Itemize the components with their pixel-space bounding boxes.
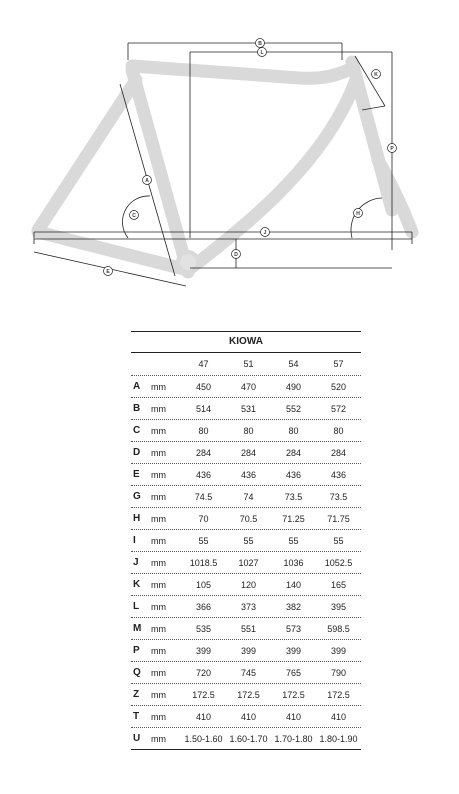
geometry-table	[131, 331, 361, 750]
row-unit: mm	[151, 535, 166, 546]
table-row	[131, 486, 361, 508]
row-value: 74	[243, 491, 254, 502]
row-value: 535	[195, 623, 212, 634]
row-value: 80	[333, 425, 344, 436]
row-value: 1.70-1.80	[274, 733, 313, 744]
row-value: 410	[285, 711, 302, 722]
row-label: T	[133, 711, 140, 722]
badge-h: H	[356, 210, 360, 217]
row-label: I	[133, 535, 136, 546]
badge-k: K	[374, 71, 378, 78]
row-value: 55	[288, 535, 299, 546]
row-label: U	[133, 733, 141, 744]
row-value: 399	[285, 645, 302, 656]
row-value: 74.5	[194, 491, 213, 502]
row-value: 55	[198, 535, 209, 546]
row-value: 399	[240, 645, 257, 656]
table-body	[131, 353, 361, 750]
table-row	[131, 640, 361, 662]
row-value: 165	[330, 579, 347, 590]
row-value: 1.80-1.90	[319, 733, 358, 744]
row-unit: mm	[151, 513, 166, 524]
row-value: 436	[330, 469, 347, 480]
frame-geometry-diagram	[0, 0, 459, 300]
row-label: E	[133, 469, 140, 480]
row-value: 80	[198, 425, 209, 436]
row-value: 436	[285, 469, 302, 480]
table-row	[131, 420, 361, 442]
table-row	[131, 684, 361, 706]
row-label: Z	[133, 689, 140, 700]
table-row	[131, 530, 361, 552]
row-value: 73.5	[284, 491, 303, 502]
row-value: 382	[285, 601, 302, 612]
row-value: 765	[285, 667, 302, 678]
table-row	[131, 574, 361, 596]
row-value: 172.5	[327, 689, 350, 700]
row-value: 531	[240, 403, 257, 414]
row-value: 450	[195, 381, 212, 392]
row-value: 105	[195, 579, 212, 590]
row-unit: mm	[151, 447, 166, 458]
row-label: D	[133, 447, 141, 458]
row-value: 284	[240, 447, 257, 458]
size-header-cell: 47	[198, 359, 209, 369]
row-label: G	[133, 491, 141, 502]
badge-d: D	[234, 251, 238, 258]
row-value: 1018.5	[189, 557, 218, 568]
row-unit: mm	[151, 557, 166, 568]
row-label: L	[133, 601, 140, 612]
badge-c: C	[132, 212, 136, 219]
row-value: 120	[240, 579, 257, 590]
row-value: 140	[285, 579, 302, 590]
row-value: 172.5	[237, 689, 260, 700]
row-label: C	[133, 425, 141, 436]
badge-a: A	[145, 177, 149, 184]
row-value: 1.60-1.70	[229, 733, 268, 744]
table-row	[131, 596, 361, 618]
row-value: 55	[333, 535, 344, 546]
table-row	[131, 508, 361, 530]
badge-b: B	[258, 40, 262, 47]
bike-frame-silhouette	[38, 62, 412, 272]
row-value: 71.25	[282, 513, 305, 524]
row-value: 551	[240, 623, 257, 634]
row-value: 470	[240, 381, 257, 392]
row-value: 284	[285, 447, 302, 458]
row-unit: mm	[151, 381, 166, 392]
row-value: 410	[240, 711, 257, 722]
row-label: M	[133, 623, 142, 634]
row-label: A	[133, 381, 141, 392]
row-value: 70	[198, 513, 209, 524]
table-row	[131, 398, 361, 420]
row-value: 490	[285, 381, 302, 392]
row-label: J	[133, 557, 139, 568]
row-value: 80	[288, 425, 299, 436]
row-value: 73.5	[329, 491, 348, 502]
row-value: 520	[330, 381, 347, 392]
size-header-cell: 54	[288, 359, 299, 369]
row-unit: mm	[151, 579, 166, 590]
badge-e: E	[106, 268, 110, 275]
row-label: P	[133, 645, 140, 656]
row-value: 399	[195, 645, 212, 656]
row-unit: mm	[151, 491, 166, 502]
row-value: 71.75	[327, 513, 350, 524]
row-unit: mm	[151, 645, 166, 656]
table-row	[131, 376, 361, 398]
table-row	[131, 464, 361, 486]
row-value: 1027	[238, 557, 259, 568]
table-row	[131, 706, 361, 728]
row-value: 410	[330, 711, 347, 722]
row-value: 720	[195, 667, 212, 678]
size-header-cell: 51	[243, 359, 254, 369]
row-value: 573	[285, 623, 302, 634]
row-value: 745	[240, 667, 257, 678]
table-row	[131, 442, 361, 464]
badge-l: L	[260, 49, 264, 56]
table-row	[131, 728, 361, 750]
row-unit: mm	[151, 711, 166, 722]
row-value: 395	[330, 601, 347, 612]
row-value: 399	[330, 645, 347, 656]
row-value: 172.5	[282, 689, 305, 700]
row-unit: mm	[151, 469, 166, 480]
row-label: H	[133, 513, 141, 524]
row-value: 70.5	[239, 513, 258, 524]
row-value: 373	[240, 601, 257, 612]
row-label: B	[133, 403, 141, 414]
row-unit: mm	[151, 601, 166, 612]
row-value: 1.50-1.60	[184, 733, 223, 744]
row-value: 410	[195, 711, 212, 722]
size-header-cell: 57	[333, 359, 344, 369]
badge-j: J	[263, 229, 267, 236]
row-value: 514	[195, 403, 212, 414]
row-value: 572	[330, 403, 347, 414]
row-unit: mm	[151, 425, 166, 436]
table-row	[131, 552, 361, 574]
table-row	[131, 662, 361, 684]
row-value: 1052.5	[324, 557, 353, 568]
row-label: K	[133, 579, 141, 590]
row-value: 1036	[283, 557, 304, 568]
row-unit: mm	[151, 667, 166, 678]
table-row	[131, 618, 361, 640]
row-label: Q	[133, 667, 141, 678]
row-value: 436	[240, 469, 257, 480]
row-value: 366	[195, 601, 212, 612]
row-unit: mm	[151, 403, 166, 414]
badge-p: P	[390, 145, 394, 152]
row-value: 172.5	[192, 689, 215, 700]
row-value: 284	[195, 447, 212, 458]
row-unit: mm	[151, 689, 166, 700]
row-value: 284	[330, 447, 347, 458]
row-value: 552	[285, 403, 302, 414]
row-value: 598.5	[327, 623, 350, 634]
row-value: 55	[243, 535, 254, 546]
table-title: KIOWA	[229, 336, 263, 347]
row-value: 436	[195, 469, 212, 480]
row-value: 80	[243, 425, 254, 436]
row-value: 790	[330, 667, 347, 678]
row-unit: mm	[151, 733, 166, 744]
size-header-row	[131, 353, 361, 376]
row-unit: mm	[151, 623, 166, 634]
